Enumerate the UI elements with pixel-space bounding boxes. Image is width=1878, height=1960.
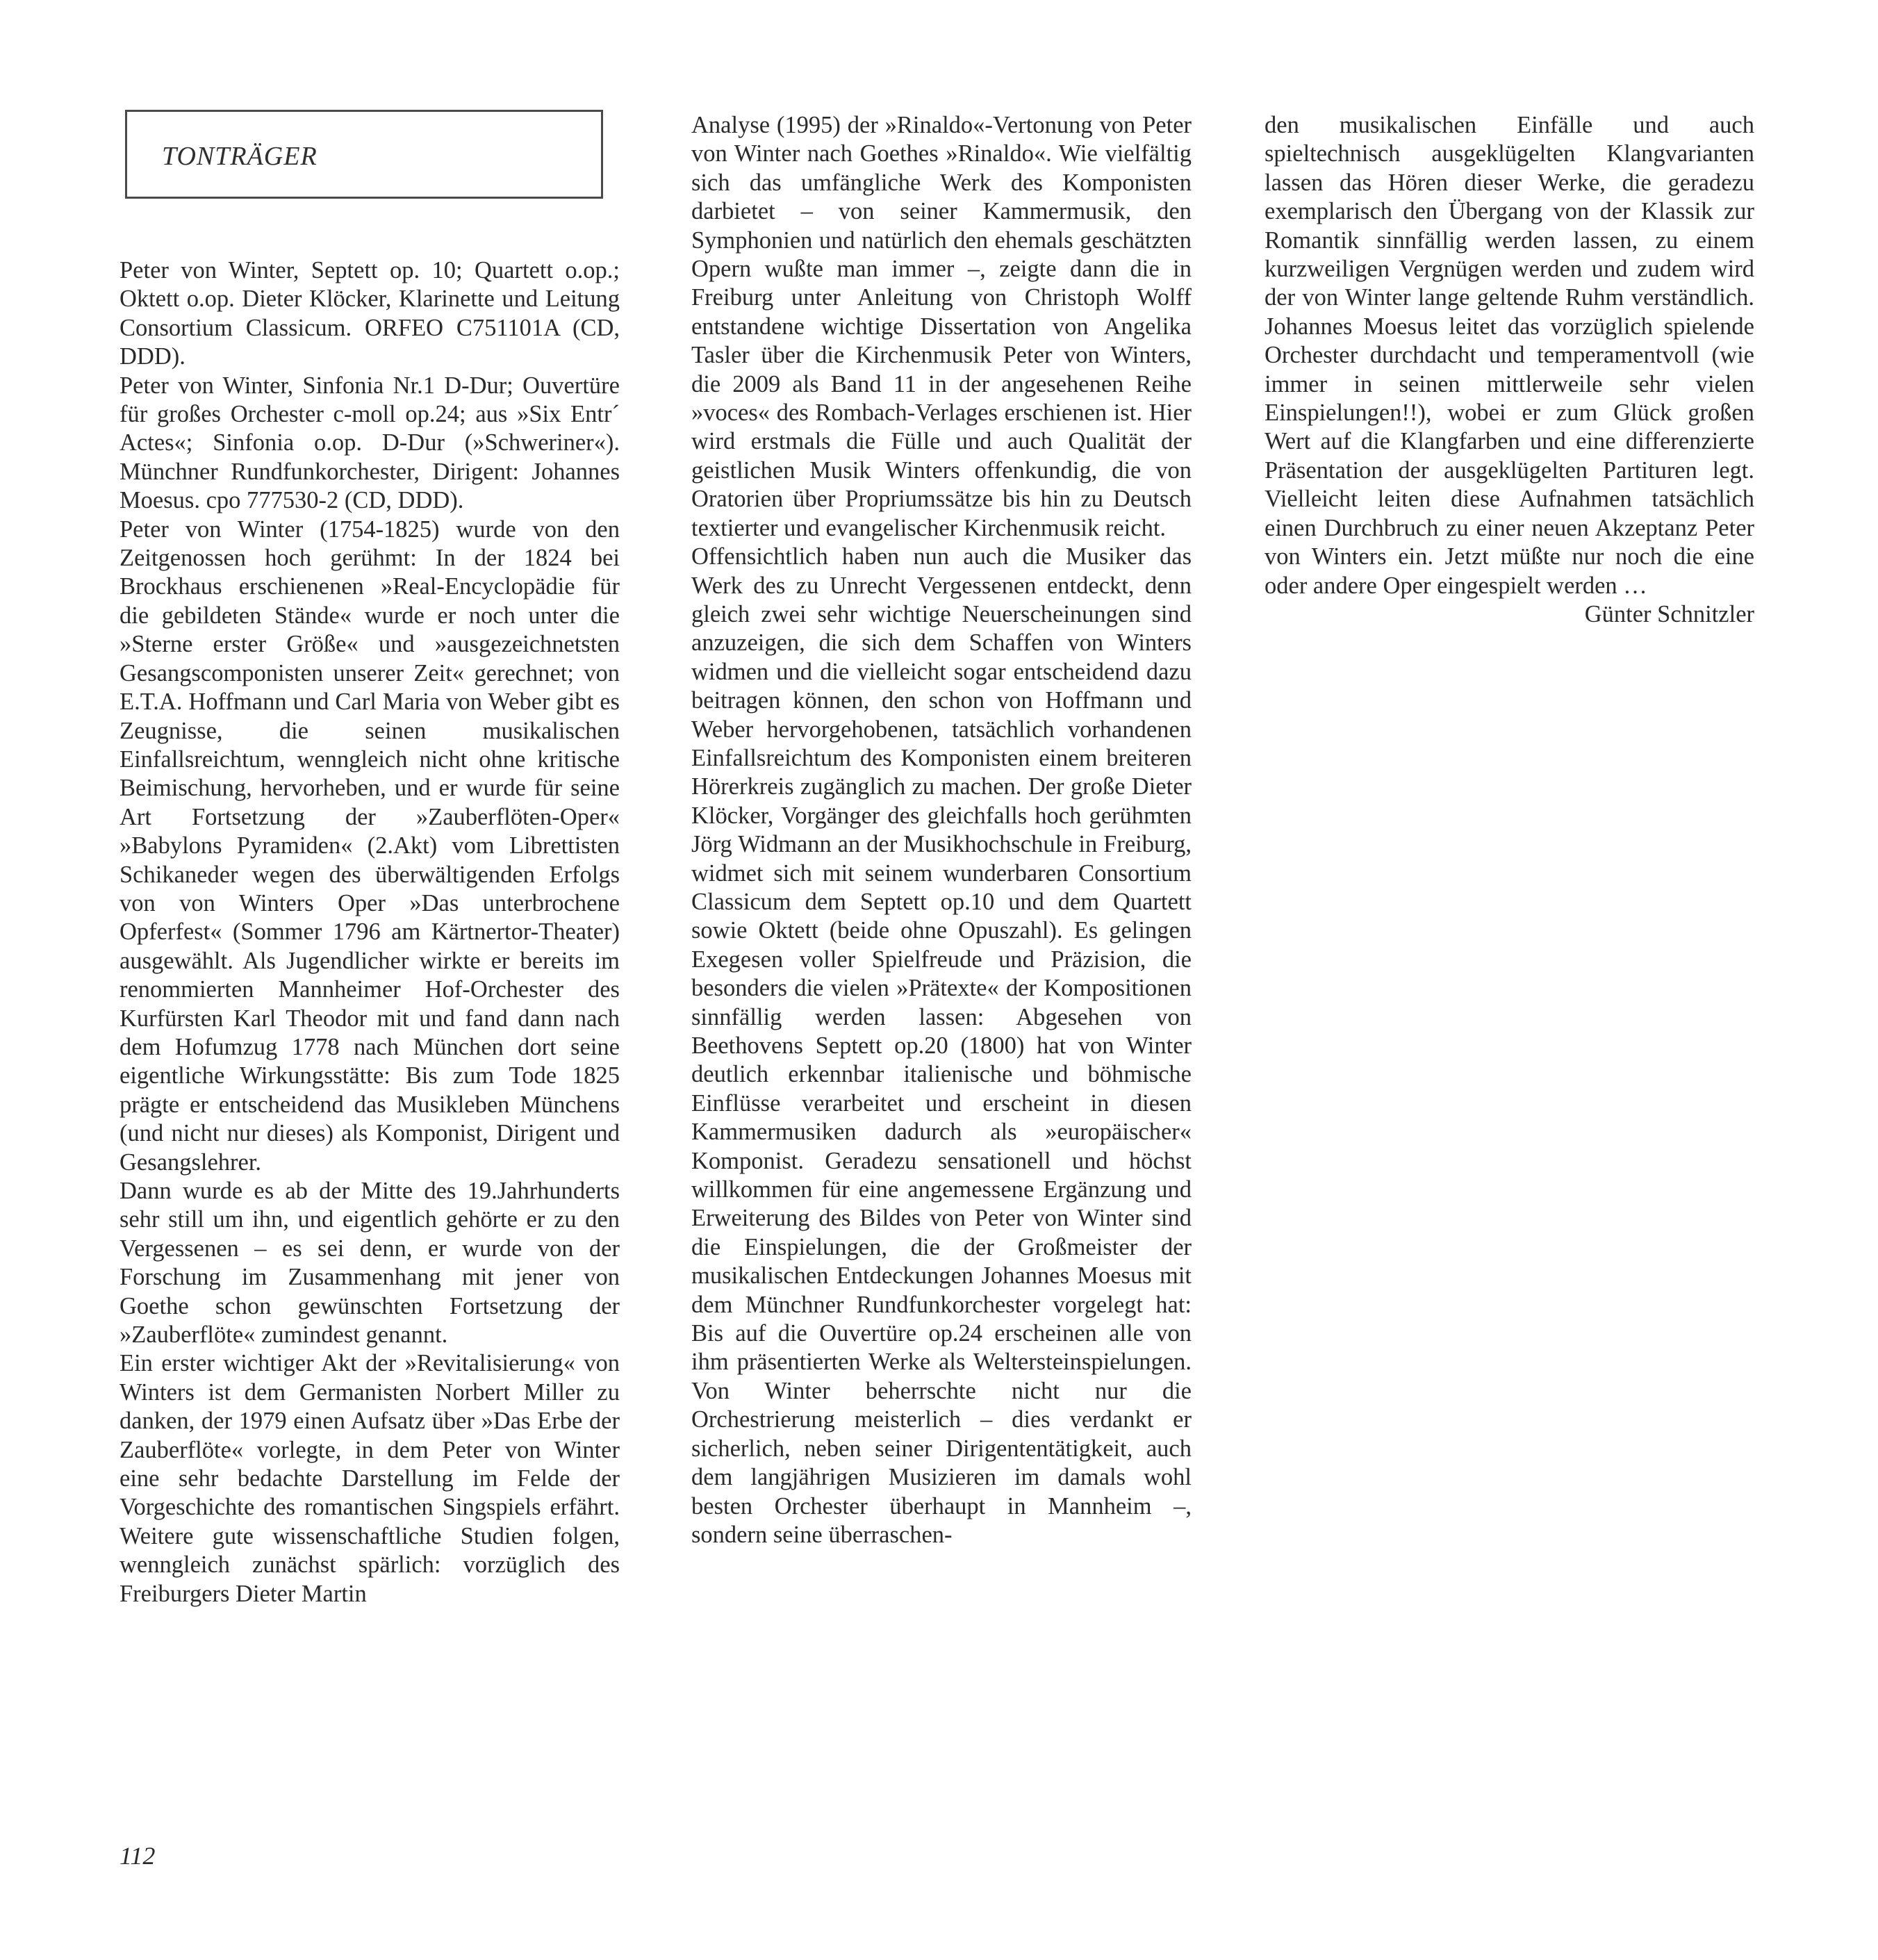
review-paragraph: Peter von Winter, Sinfonia Nr.1 D-Dur; Ouvertüre für großes Orchester c-moll op.24; aus »Six Entr´ Actes«; Sinfonia o.op. D-Dur (»Schweriner«). Münchner Rundfunkorchester, Dirigent: Johannes Moesus. cpo 777530-2 (CD, DDD).: [120, 372, 620, 514]
review-paragraph: Peter von Winter, Septett op. 10; Quartett o.op.; Oktett o.op. Dieter Klöcker, Klarinette und Leitung Consortium Classicum. ORFEO C751101A (CD, DDD).: [120, 257, 620, 370]
section-title: TONTRÄGER: [162, 142, 318, 171]
text-column-1: [120, 256, 620, 1608]
review-paragraph: Ein erster wichtiger Akt der »Revitalisierung« von Winters ist dem Germanisten Norbert Miller zu danken, der 1979 einen Aufsatz über »Das Erbe der Zauberflöte« vorlegte, in dem Peter von Winter eine sehr bedachte Darstellung im Felde der Vorgeschichte des romantischen Singspiels erfährt. Weitere gute wissenschaftliche Studien folgen, wenngleich zunächst spärlich: vorzüglich des Freiburgers Dieter Martin: [120, 1350, 620, 1607]
section-heading-box: [125, 110, 603, 199]
author-signature: Günter Schnitzler: [1584, 600, 1754, 627]
review-paragraph: Offensichtlich haben nun auch die Musiker das Werk des zu Unrecht Vergessenen entdeckt, denn gleich zwei sehr wichtige Neuerscheinungen sind anzuzeigen, die sich dem Schaffen von Winters widmen und die vielleicht sogar entscheidend dazu beitragen können, den schon von Hoffmann und Weber hervorgehobenen, tatsächlich vorhandenen Einfallsreichtum des Komponisten einem breiteren Hörerkreis zugänglich zu machen. Der große Dieter Klöcker, Vorgänger des gleichfalls hoch gerühmten Jörg Widmann an der Musikhochschule in Freiburg, widmet sich mit seinem wunderbaren Consortium Classicum dem Septett op.10 und dem Quartett sowie Oktett (beide ohne Opuszahl). Es gelingen Exegesen voller Spielfreude und Präzision, die besonders die vielen »Prätexte« der Kompositionen sinnfällig werden lassen: Abgesehen von Beethovens Septett op.20 (1800) hat von Winter deutlich erkennbar italienische und böhmische Einflüsse verarbeitet und erscheint in diesen Kammermusiken dadurch als »europäischer« Komponist. Geradezu sensationell und höchst willkommen für eine angemessene Ergänzung und Erweiterung des Bildes von Peter von Winter sind die Einspielungen, die der Großmeister der musikalischen Entdeckungen Johannes Moesus mit dem Münchner Rundfunkorchester vorgelegt hat: Bis auf die Ouvertüre op.24 erscheinen alle von ihm präsentierten Werke als Weltersteinspielungen. Von Winter beherrschte nicht nur die Orchestrierung meisterlich – dies verdankt er sicherlich, neben seiner Dirigententätigkeit, auch dem langjährigen Musizieren im damals wohl besten Orchester überhaupt in Mannheim –, sondern seine überraschen-: [691, 543, 1192, 1548]
text-column-2: [691, 111, 1192, 1549]
review-paragraph: den musikalischen Einfälle und auch spieltechnisch ausgeklügelten Klangvarianten lassen das Hören dieser Werke, die geradezu exemplarisch den Übergang von der Klassik zur Romantik sinnfällig werden lassen, zu einem kurzweiligen Vergnügen werden und zudem wird der von Winter lange geltende Ruhm verständlich. Johannes Moesus leitet das vorzüglich spielende Orchester durchdacht und temperamentvoll (wie immer in seinen mittlerweile sehr vielen Einspielungen!!), wobei er zum Glück großen Wert auf die Klangfarben und eine differenzierte Präsentation der ausgeklügelten Partituren legt. Vielleicht leiten diese Aufnahmen tatsächlich einen Durchbruch zu einer neuen Akzeptanz Peter von Winters ein. Jetzt müßte nur noch die eine oder andere Oper eingespielt werden …: [1265, 112, 1754, 599]
review-paragraph: Peter von Winter (1754-1825) wurde von den Zeitgenossen hoch gerühmt: In der 1824 bei Brockhaus erschienenen »Real-Encyclopädie für die gebildeten Stände« wurde er noch unter die »Sterne erster Größe« und »ausgezeichnetsten Gesangscomponisten unserer Zeit« gerechnet; von E.T.A. Hoffmann und Carl Maria von Weber gibt es Zeugnisse, die seinen musikalischen Einfallsreichtum, wenngleich nicht ohne kritische Beimischung, hervorheben, und er wurde für seine Art Fortsetzung der »Zauberflöten-Oper« »Babylons Pyramiden« (2.Akt) vom Librettisten Schikaneder wegen des überwältigenden Erfolgs von von Winters Oper »Das unterbrochene Opferfest« (Sommer 1796 am Kärtnertor-Theater) ausgewählt. Als Jugendlicher wirkte er bereits im renommierten Mannheimer Hof-Orchester des Kurfürsten Karl Theodor mit und fand dann nach dem Hofumzug 1778 nach München dort seine eigentliche Wirkungsstätte: Bis zum Tode 1825 prägte er entscheidend das Musikleben Münchens (und nicht nur dieses) als Komponist, Dirigent und Gesangslehrer.: [120, 516, 620, 1176]
review-paragraph: Dann wurde es ab der Mitte des 19.Jahrhunderts sehr still um ihn, und eigentlich gehörte er zu den Vergessenen – es sei denn, er wurde von der Forschung im Zusammenhang mit jener von Goethe schon gewünschten Fortsetzung der »Zauberflöte« zumindest genannt.: [120, 1178, 620, 1349]
review-paragraph: Analyse (1995) der »Rinaldo«-Vertonung von Peter von Winter nach Goethes »Rinaldo«. Wie vielfältig sich das umfängliche Werk des Komponisten darbietet – von seiner Kammermusik, den Symphonien und natürlich den ehemals geschätzten Opern wußte man immer –, zeigte dann die in Freiburg unter Anleitung von Christoph Wolff entstandene wichtige Dissertation von Angelika Tasler über die Kirchenmusik Peter von Winters, die 2009 als Band 11 in der angesehenen Reihe »voces« des Rombach-Verlages erschienen ist. Hier wird erstmals die Fülle und auch Qualität der geistlichen Musik Winters offenkundig, die von Oratorien über Propriumssätze bis hin zu Deutsch textierter und evangelischer Kirchenmusik reicht.: [691, 112, 1192, 541]
page-number: 112: [120, 1842, 156, 1870]
text-column-3: [1265, 111, 1754, 629]
